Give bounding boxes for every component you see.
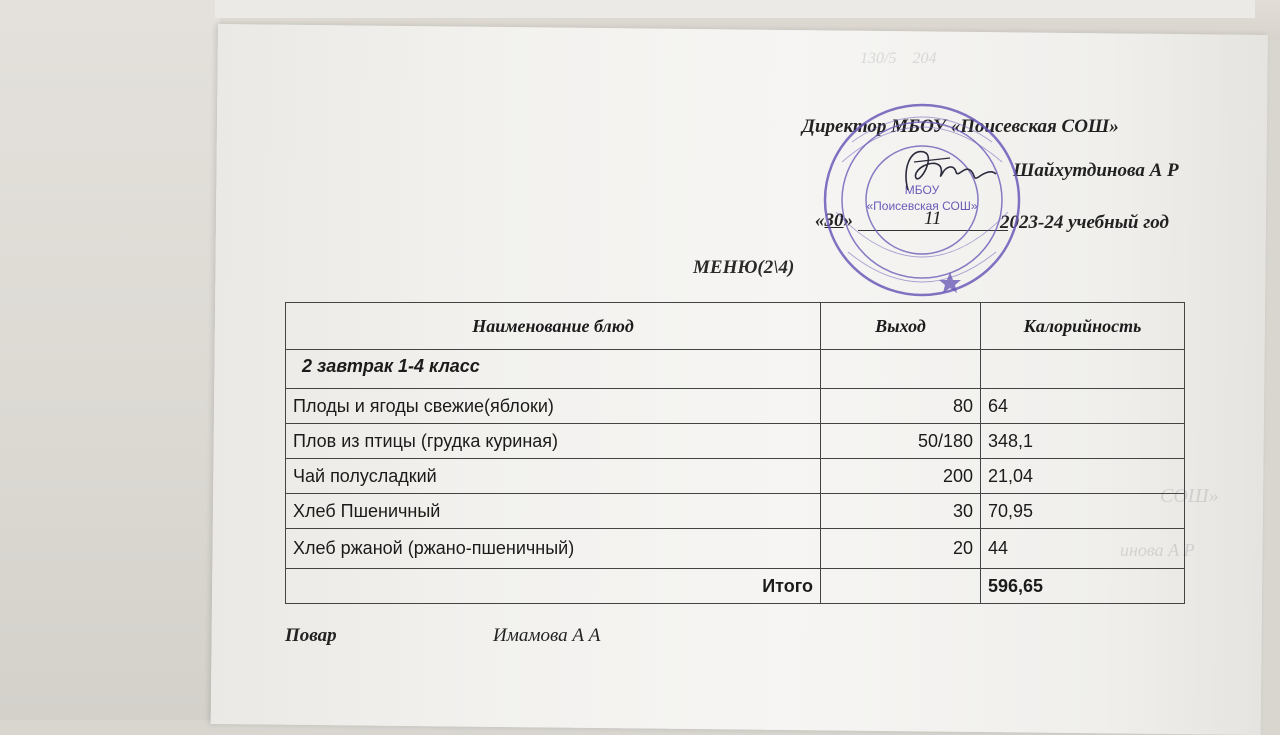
dish-name: Плов из птицы (грудка куриная) bbox=[286, 424, 821, 459]
dish-calories: 21,04 bbox=[981, 459, 1185, 494]
table-row bbox=[286, 494, 1185, 529]
section-label: 2 завтрак 1-4 класс bbox=[286, 350, 821, 389]
table-header-row bbox=[286, 303, 1185, 350]
cook-name: Имамова А А bbox=[493, 625, 601, 646]
previous-sheet-edge bbox=[215, 0, 1255, 18]
date-day: 30 bbox=[824, 210, 844, 231]
column-header-dish: Наименование блюд bbox=[286, 303, 821, 350]
menu-table bbox=[285, 302, 1185, 604]
background-surface bbox=[0, 0, 230, 720]
section-row bbox=[286, 350, 1185, 389]
bleed-through-text: СОШ» bbox=[1160, 485, 1219, 507]
menu-title: МЕНЮ(2\4) bbox=[693, 257, 795, 278]
school-year: 2023-24 учебный год bbox=[1000, 212, 1169, 233]
dish-output: 30 bbox=[821, 494, 981, 529]
dish-calories: 348,1 bbox=[981, 424, 1185, 459]
total-value: 596,65 bbox=[981, 569, 1185, 604]
dish-calories: 70,95 bbox=[981, 494, 1185, 529]
school-stamp bbox=[822, 102, 1022, 298]
column-header-calories: Калорийность bbox=[981, 303, 1185, 350]
dish-output: 80 bbox=[821, 389, 981, 424]
dish-name: Хлеб Пшеничный bbox=[286, 494, 821, 529]
director-signature bbox=[880, 140, 1000, 200]
table-row bbox=[286, 459, 1185, 494]
dish-calories: 64 bbox=[981, 389, 1185, 424]
stamp-center-line1: МБОУ bbox=[904, 183, 940, 197]
dish-name: Плоды и ягоды свежие(яблоки) bbox=[286, 389, 821, 424]
director-title: Директор МБОУ «Поисевская СОШ» bbox=[802, 116, 1119, 137]
dish-name: Хлеб ржаной (ржано-пшеничный) bbox=[286, 529, 821, 569]
cook-role: Повар bbox=[285, 625, 337, 646]
dish-name: Чай полусладкий bbox=[286, 459, 821, 494]
total-label: Итого bbox=[286, 569, 821, 604]
table-row bbox=[286, 389, 1185, 424]
dish-calories: 44 bbox=[981, 529, 1185, 569]
table-row bbox=[286, 424, 1185, 459]
table-row bbox=[286, 529, 1185, 569]
approval-date: «30» 11 bbox=[815, 210, 1008, 233]
stamp-center-line2: «Поисевская СОШ» bbox=[866, 199, 978, 213]
director-name: Шайхутдинова А Р bbox=[1013, 160, 1179, 181]
dish-output: 200 bbox=[821, 459, 981, 494]
date-month: 11 bbox=[923, 208, 942, 229]
total-row bbox=[286, 569, 1185, 604]
column-header-output: Выход bbox=[821, 303, 981, 350]
dish-output: 50/180 bbox=[821, 424, 981, 459]
dish-output: 20 bbox=[821, 529, 981, 569]
bleed-through-text: инова А Р bbox=[1120, 540, 1195, 560]
bleed-through-text: 130/5 204 bbox=[860, 50, 937, 67]
